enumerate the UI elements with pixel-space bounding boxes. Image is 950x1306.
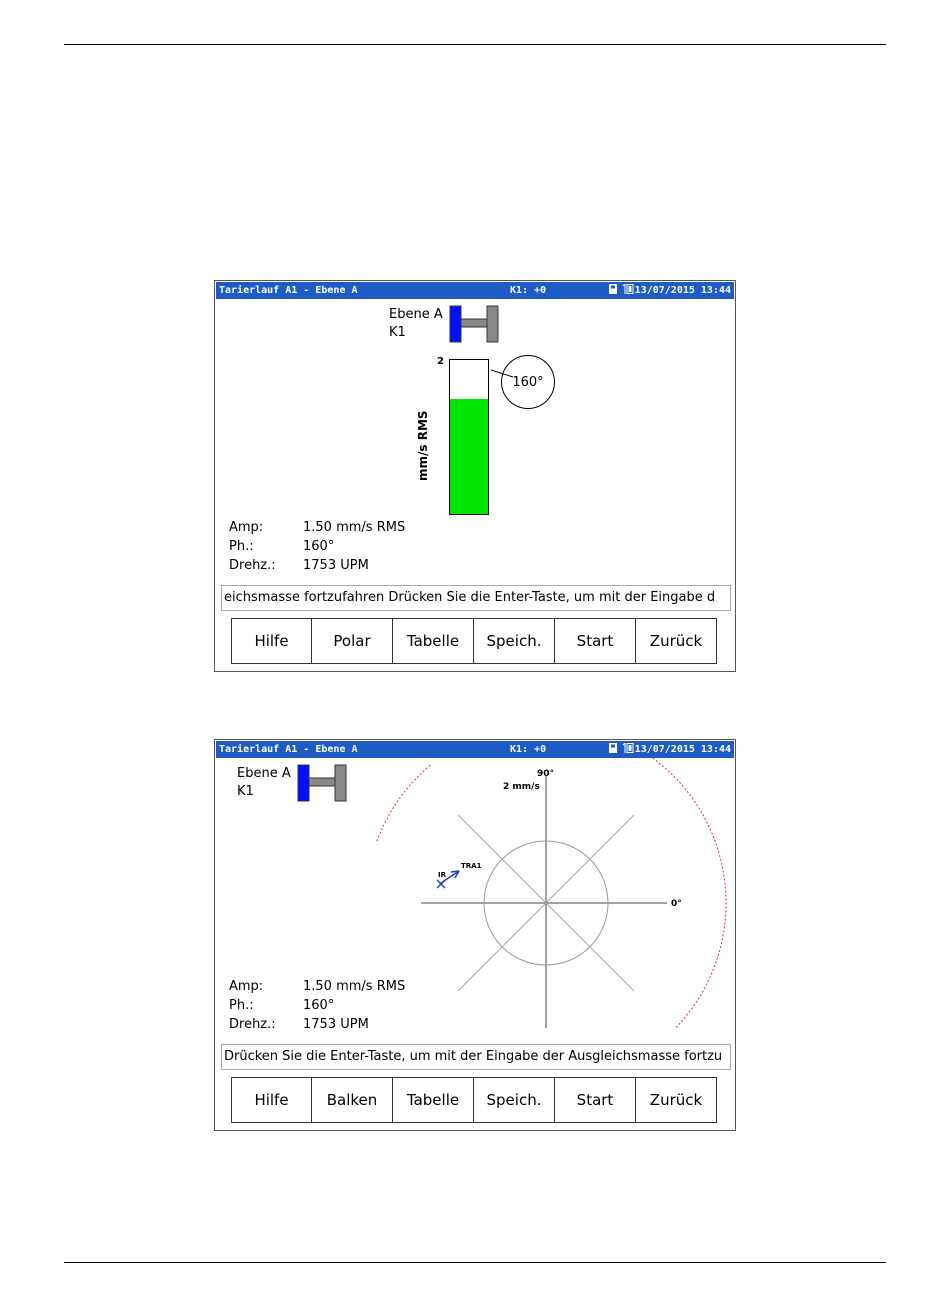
speed-label: Drehz.:	[229, 558, 276, 573]
limit-arc-right	[636, 758, 726, 1028]
amp-label: Amp:	[229, 520, 264, 535]
softkey-bar	[231, 1077, 717, 1125]
tra1-label: TRA1	[461, 862, 482, 870]
back-button[interactable]: Zurück	[636, 1077, 717, 1123]
softkey-bar	[231, 618, 717, 666]
bar-scale-max: 2	[437, 356, 444, 367]
amp-label: Amp:	[229, 979, 264, 994]
plane-name: Ebene A	[237, 766, 291, 781]
start-button[interactable]: Start	[555, 1077, 636, 1123]
bar-view-screen	[214, 280, 736, 672]
battery-icon	[622, 743, 634, 753]
status-message: Drücken Sie die Enter-Taste, um mit der Eingabe der Ausgleichsmasse fortzu	[221, 1044, 731, 1070]
amp-value: 1.50 mm/s RMS	[303, 520, 406, 535]
start-button[interactable]: Start	[555, 618, 636, 664]
angle-90-label: 90°	[537, 769, 555, 779]
speed-label: Drehz.:	[229, 1017, 276, 1032]
speed-value: 1753 UPM	[303, 1017, 369, 1032]
save-button[interactable]: Speich.	[474, 618, 555, 664]
help-button[interactable]: Hilfe	[231, 618, 312, 664]
limit-arc-left	[377, 765, 430, 841]
plane-name: Ebene A	[389, 307, 443, 322]
header-rule	[64, 44, 886, 45]
window-title: Tarierlauf A1 - Ebene A	[219, 744, 358, 755]
title-bar	[216, 741, 734, 758]
polar-view-screen	[214, 739, 736, 1131]
table-button[interactable]: Tabelle	[393, 618, 474, 664]
phase-label: Ph.:	[229, 539, 254, 554]
scale-label: 2 mm/s	[503, 782, 540, 792]
amplitude-bar	[449, 359, 489, 515]
status-message: eichsmasse fortzufahren Drücken Sie die Enter-Taste, um mit der Eingabe d	[221, 585, 731, 611]
save-button[interactable]: Speich.	[474, 1077, 555, 1123]
channel-offset: K1: +0	[510, 285, 547, 296]
ir-label: IR	[438, 871, 446, 879]
help-button[interactable]: Hilfe	[231, 1077, 312, 1123]
plane-channel: K1	[237, 784, 254, 799]
angle-0-label: 0°	[671, 899, 682, 909]
status-icons	[609, 741, 634, 758]
channel-offset: K1: +0	[510, 744, 547, 755]
back-button[interactable]: Zurück	[636, 618, 717, 664]
phase-value: 160°	[303, 539, 335, 554]
status-icons	[609, 282, 634, 299]
battery-icon	[622, 284, 634, 294]
phase-label: Ph.:	[229, 998, 254, 1013]
limit-circle	[377, 758, 726, 1028]
amp-value: 1.50 mm/s RMS	[303, 979, 406, 994]
datetime: 13/07/2015 13:44	[634, 744, 731, 755]
tra1-vector	[437, 862, 482, 888]
polar-button[interactable]: Polar	[312, 618, 393, 664]
footer-rule	[64, 1262, 886, 1263]
plane-info	[389, 306, 443, 342]
window-title: Tarierlauf A1 - Ebene A	[219, 285, 358, 296]
memory-card-icon	[609, 743, 617, 753]
rotor-plane-icon	[449, 305, 499, 343]
ir-marker-icon	[437, 880, 445, 888]
memory-card-icon	[609, 284, 617, 294]
amplitude-bar-fill	[450, 399, 488, 515]
title-bar	[216, 282, 734, 299]
readout	[229, 518, 405, 575]
phase-bubble: 160°	[501, 355, 555, 409]
phase-value: 160°	[303, 998, 335, 1013]
datetime: 13/07/2015 13:44	[634, 285, 731, 296]
readout	[229, 977, 405, 1034]
bar-unit-label: mm/s RMS	[416, 410, 430, 481]
plane-channel: K1	[389, 325, 406, 340]
speed-value: 1753 UPM	[303, 558, 369, 573]
bar-view-button[interactable]: Balken	[312, 1077, 393, 1123]
table-button[interactable]: Tabelle	[393, 1077, 474, 1123]
